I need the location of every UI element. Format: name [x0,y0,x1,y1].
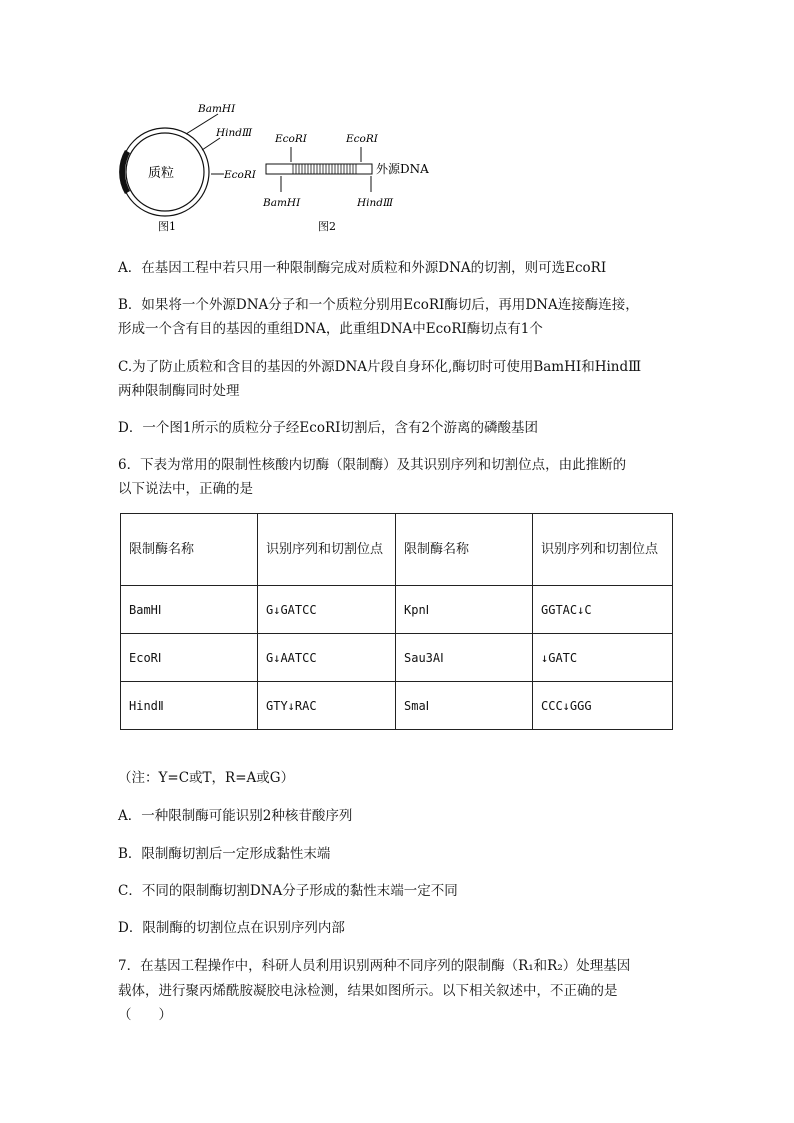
site-ecor1-b: EcoRⅠ [275,133,307,145]
site-ecor1-a: EcoRⅠ [224,169,256,181]
q6-note: （注：Y=C或T，R=A或G） [118,770,295,786]
q6-option-b: B．限制酶切割后一定形成黏性末端 [118,846,331,862]
table-header-cell: 识别序列和切割位点 [533,514,673,586]
table-header-row [121,514,673,586]
table-header-cell: 限制酶名称 [121,514,258,586]
q7-stem-line1: 7．在基因工程操作中，科研人员利用识别两种不同序列的限制酶（R₁和R₂）处理基因 [118,958,631,974]
table-row [121,682,673,730]
table-header-cell: 识别序列和切割位点 [258,514,396,586]
q5-option-a: A．在基因工程中若只用一种限制酶完成对质粒和外源DNA的切割，则可选EcoRⅠ [118,260,607,276]
site-bamh1-b: BamHⅠ [263,197,301,209]
table-cell: GTY↓RAC [258,682,396,730]
q6-option-c: C．不同的限制酶切割DNA分子形成的黏性末端一定不同 [118,883,458,899]
foreign-dna-label: 外源DNA [376,162,429,176]
table-cell: CCC↓GGG [533,682,673,730]
table-cell: KpnⅠ [396,586,533,634]
hind3-arrow-a [202,138,220,150]
q7-stem-line2: 载体，进行聚丙烯酰胺凝胶电泳检测，结果如图所示。以下相关叙述中，不正确的是 [118,983,618,999]
fig2-caption: 图2 [318,220,336,233]
q6-option-a: A．一种限制酶可能识别2种核苷酸序列 [118,808,353,824]
q5-option-c-line2: 两种限制酶同时处理 [118,383,240,399]
site-hind3-b: HindⅢ [357,197,394,209]
site-bamh1-a: BamHⅠ [198,103,236,115]
table-header-cell: 限制酶名称 [396,514,533,586]
q5-option-c-line1: C.为了防止质粒和含目的基因的外源DNA片段自身环化,酶切时可使用BamHⅠ和HindⅢ [118,359,642,375]
q6-stem-line1: 6．下表为常用的限制性核酸内切酶（限制酶）及其识别序列和切割位点，由此推断的 [118,457,627,473]
bamh1-arrow-a [186,114,218,134]
table-cell: HindⅡ [121,682,258,730]
q6-stem-line2: 以下说法中，正确的是 [118,481,253,497]
restriction-enzyme-table [120,513,673,730]
table-cell: EcoRⅠ [121,634,258,682]
q7-stem-line3: （ ） [118,1007,172,1023]
site-hind3-a: HindⅢ [216,127,253,139]
figure-plasmid-and-foreign-dna [118,92,448,242]
plasmid-marker-gene [119,150,130,194]
q6-option-d: D．限制酶的切割位点在识别序列内部 [118,920,345,936]
fig1-caption: 图1 [158,220,176,233]
table-cell: G↓GATCC [258,586,396,634]
table-row [121,586,673,634]
table-cell: GGTAC↓C [533,586,673,634]
table-cell: Sau3AⅠ [396,634,533,682]
table-cell: G↓AATCC [258,634,396,682]
q5-option-b-line2: 形成一个含有目的基因的重组DNA，此重组DNA中EcoRⅠ酶切点有1个 [118,321,543,337]
q5-option-b-line1: B．如果将一个外源DNA分子和一个质粒分别用EcoRⅠ酶切后，再用DNA连接酶连接， [118,297,639,313]
table-cell: ↓GATC [533,634,673,682]
plasmid-label: 质粒 [148,166,175,181]
table-cell: BamHⅠ [121,586,258,634]
table-row [121,634,673,682]
site-ecor1-c: EcoRⅠ [346,133,378,145]
q5-option-d: D．一个图1所示的质粒分子经EcoRⅠ切割后，含有2个游离的磷酸基团 [118,420,539,436]
figure-svg [118,92,448,242]
table-cell: SmaⅠ [396,682,533,730]
